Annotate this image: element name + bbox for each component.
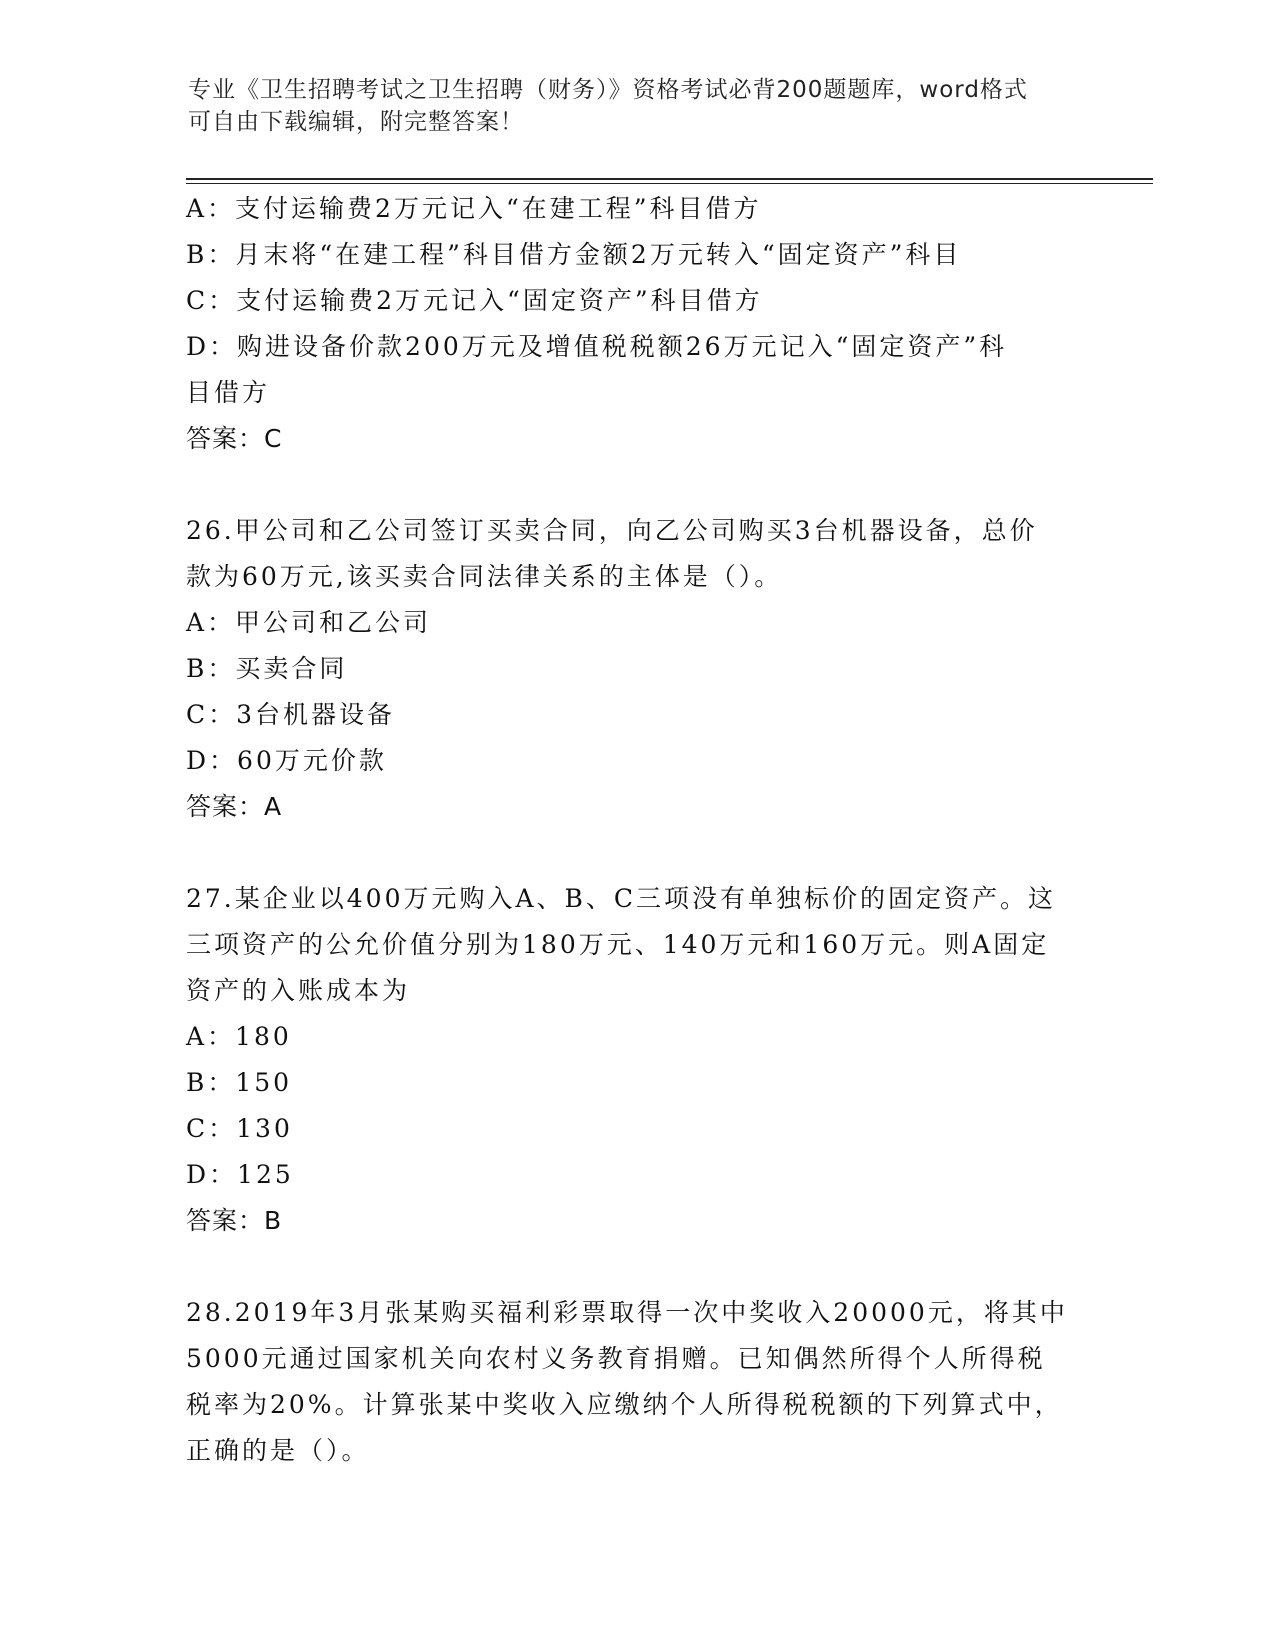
q27-stem-line-3: 资产的入账成本为 [186, 976, 411, 1005]
q26-answer: 答案：A [186, 792, 283, 821]
question-26-block [186, 508, 1086, 830]
header-title-line-1: 专业《卫生招聘考试之卫生招聘（财务）》资格考试必背200题题库，word格式 [188, 77, 1028, 103]
q25-option-c: C：支付运输费2万元记入“固定资产”科目借方 [186, 286, 763, 315]
q26-option-c: C：3台机器设备 [186, 700, 396, 729]
q26-stem-line-2: 款为60万元,该买卖合同法律关系的主体是（）。 [186, 562, 783, 591]
question-27-block [186, 876, 1086, 1244]
q26-option-d: D：60万元价款 [186, 746, 387, 775]
q25-option-d: D：购进设备价款200万元及增值税税额26万元记入“固定资产”科 [186, 332, 1008, 361]
q27-option-a: A：180 [186, 1022, 292, 1051]
q27-option-b: B：150 [186, 1068, 293, 1097]
spacer [186, 462, 1086, 508]
spacer [186, 830, 1086, 876]
q25-answer: 答案：C [186, 424, 283, 453]
q28-stem-line-4: 正确的是（）。 [186, 1436, 370, 1465]
question-25-block [186, 186, 1086, 462]
header-divider-thick [186, 178, 1153, 180]
q27-option-c: C：130 [186, 1114, 293, 1143]
q28-stem-line-2: 5000元通过国家机关向农村义务教育捐赠。已知偶然所得个人所得税 [186, 1344, 1046, 1373]
header-title-line-2: 可自由下载编辑，附完整答案！ [188, 109, 524, 135]
question-28-block [186, 1290, 1086, 1474]
q26-stem-line-1: 26.甲公司和乙公司签订买卖合同，向乙公司购买3台机器设备，总价 [186, 516, 1038, 545]
q25-option-a: A：支付运输费2万元记入“在建工程”科目借方 [186, 194, 762, 223]
q25-option-d-continued: 目借方 [186, 378, 271, 407]
q27-stem-line-2: 三项资产的公允价值分别为180万元、140万元和160万元。则A固定 [186, 930, 1050, 959]
q27-stem-line-1: 27.某企业以400万元购入A、B、C三项没有单独标价的固定资产。这 [186, 884, 1057, 913]
q26-option-b: B：买卖合同 [186, 654, 348, 683]
q28-stem-line-3: 税率为20%。计算张某中奖收入应缴纳个人所得税税额的下列算式中， [186, 1390, 1063, 1419]
q27-option-d: D：125 [186, 1160, 294, 1189]
q28-stem-line-1: 28.2019年3月张某购买福利彩票取得一次中奖收入20000元，将其中 [186, 1298, 1068, 1327]
header-divider-thin [186, 183, 1153, 184]
q26-option-a: A：甲公司和乙公司 [186, 608, 432, 637]
q25-option-b: B：月末将“在建工程”科目借方金额2万元转入“固定资产”科目 [186, 240, 962, 269]
document-header [188, 74, 1088, 138]
question-content [186, 186, 1086, 1474]
spacer [186, 1244, 1086, 1290]
q27-answer: 答案：B [186, 1206, 283, 1235]
